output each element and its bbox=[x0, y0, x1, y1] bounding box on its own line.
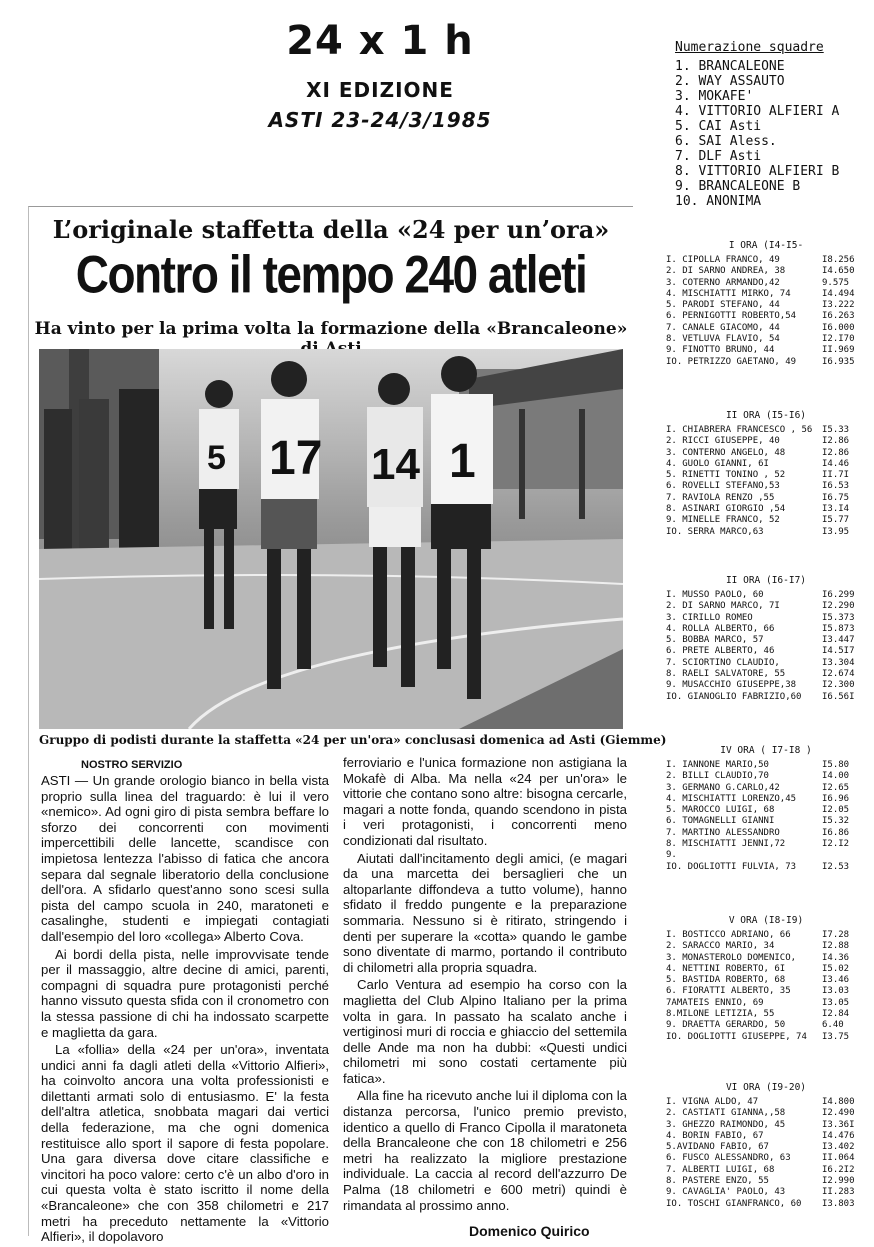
runner-name: 9. CAVAGLIA' PAOLO, 43 bbox=[666, 1187, 786, 1198]
distance-value: I4.476 bbox=[822, 1130, 855, 1141]
distance-value: I2.86 bbox=[822, 447, 850, 458]
result-row bbox=[662, 1165, 870, 1176]
distance-value: I3.803 bbox=[822, 1198, 855, 1209]
result-row bbox=[662, 590, 870, 601]
runner-name: 2. DI SARNO MARCO, 7I bbox=[666, 601, 780, 612]
runner-name: 9. MUSACCHIO GIUSEPPE,38 bbox=[666, 680, 797, 691]
event-edition: XI EDIZIONE bbox=[306, 78, 454, 102]
event-title: 24 x 1 h bbox=[286, 18, 474, 64]
distance-value: II.064 bbox=[822, 1153, 855, 1164]
runner-name: 6. ROVELLI STEFANO,53 bbox=[666, 481, 780, 492]
result-row bbox=[662, 515, 870, 526]
distance-value: I2.I70 bbox=[822, 334, 855, 345]
photo-caption: Gruppo di podisti durante la staffetta «24 per un'ora» conclusasi domenica ad Asti (Giemme) bbox=[39, 733, 667, 747]
distance-value: I8.256 bbox=[822, 255, 855, 265]
runner-name: 4. MISCHIATTI LORENZO,45 bbox=[666, 793, 797, 804]
article-headline: Contro il tempo 240 atleti bbox=[75, 244, 587, 304]
runners-photo-graphic bbox=[39, 349, 623, 729]
distance-value: I5.02 bbox=[822, 963, 850, 974]
distance-value: I2.I2 bbox=[822, 839, 850, 850]
result-row bbox=[662, 828, 870, 839]
result-row bbox=[662, 459, 870, 470]
hour-results-block bbox=[662, 1082, 870, 1210]
distance-value: I5.80 bbox=[822, 760, 850, 770]
distance-value: I3.36I bbox=[822, 1119, 855, 1130]
runner-name: 2. DI SARNO ANDREA, 38 bbox=[666, 266, 786, 277]
result-row bbox=[662, 527, 870, 538]
result-row bbox=[662, 323, 870, 334]
runner-name: I. VIGNA ALDO, 47 bbox=[666, 1097, 759, 1107]
article-column-2 bbox=[343, 755, 627, 1215]
distance-value: I2.86 bbox=[822, 436, 850, 447]
result-row bbox=[662, 601, 870, 612]
result-row bbox=[662, 1176, 870, 1187]
distance-value: I5.33 bbox=[822, 425, 850, 435]
team-item: 2. WAY ASSAUTO bbox=[675, 74, 785, 89]
distance-value: I4.650 bbox=[822, 266, 855, 277]
team-item: 3. MOKAFE' bbox=[675, 89, 754, 104]
runner-name: I. MUSSO PAOLO, 60 bbox=[666, 590, 764, 600]
runner-name: 5. MAROCCO LUIGI, 68 bbox=[666, 805, 775, 816]
runner-name: IO. SERRA MARCO,63 bbox=[666, 526, 764, 537]
article-subhead: Ha vinto per la prima volta la formazione della «Brancaleone» bbox=[34, 319, 628, 339]
distance-value: I6.75 bbox=[822, 492, 850, 503]
distance-value: 6.40 bbox=[822, 1020, 844, 1031]
result-row bbox=[662, 680, 870, 691]
distance-value: I6.56I bbox=[822, 691, 855, 702]
runner-name: 8. ASINARI GIORGIO ,54 bbox=[666, 504, 786, 515]
result-row bbox=[662, 783, 870, 794]
runner-name: 8. RAELI SALVATORE, 55 bbox=[666, 669, 786, 680]
result-row bbox=[662, 1199, 870, 1210]
runner-name: IO. PETRIZZO GAETANO, 49 bbox=[666, 356, 797, 367]
runner-name: IO. DOGLIOTTI FULVIA, 73 bbox=[666, 861, 797, 872]
distance-value: I2.65 bbox=[822, 782, 850, 793]
distance-value: II.969 bbox=[822, 345, 855, 356]
distance-value: I4.494 bbox=[822, 288, 855, 299]
distance-value: I2.84 bbox=[822, 1009, 850, 1020]
article-paragraph: Ai bordi della pista, nelle improvvisate tende per il massaggio, altre decine di amici, parenti, compagni di squadra pure protagonisti perché hanno vissuto questa sfida con il cronometro con la stessa passione di chi ha indossato scarpette e maglietta da gara. bbox=[41, 946, 329, 1040]
hour-title: V ORA (I8-I9) bbox=[728, 915, 804, 926]
runner-name: 4. BORIN FABIO, 67 bbox=[666, 1130, 764, 1141]
result-row bbox=[662, 300, 870, 311]
runner-name: I. BOSTICCO ADRIANO, 66 bbox=[666, 930, 791, 940]
runner-name: 5. RINETTI TONINO , 52 bbox=[666, 470, 786, 481]
distance-value: I3.304 bbox=[822, 657, 855, 668]
result-row bbox=[662, 1153, 870, 1164]
distance-value: II.283 bbox=[822, 1187, 855, 1198]
runner-name: 7. MARTINO ALESSANDRO bbox=[666, 827, 780, 838]
runner-name: 3. GERMANO G.CARLO,42 bbox=[666, 782, 780, 793]
distance-value: I4.00 bbox=[822, 771, 850, 782]
team-item: 6. SAI Aless. bbox=[675, 134, 777, 149]
distance-value: I6.96 bbox=[822, 793, 850, 804]
distance-value: I5.32 bbox=[822, 816, 850, 827]
runner-name: 3. CONTERNO ANGELO, 48 bbox=[666, 447, 786, 458]
runner-name: 3. MONASTEROLO DOMENICO, bbox=[666, 952, 797, 963]
result-row bbox=[662, 805, 870, 816]
result-row bbox=[662, 1187, 870, 1198]
runner-name: 6. FUSCO ALESSANDRO, 63 bbox=[666, 1153, 791, 1164]
distance-value: I2.53 bbox=[822, 861, 850, 872]
distance-value: I6.935 bbox=[822, 356, 855, 367]
result-row bbox=[662, 345, 870, 356]
distance-value: 9.575 bbox=[822, 277, 850, 288]
team-item: 1. BRANCALEONE bbox=[675, 59, 785, 74]
result-row bbox=[662, 493, 870, 504]
article-column-1 bbox=[41, 773, 329, 1247]
runner-name: 2. RICCI GIUSEPPE, 40 bbox=[666, 436, 780, 447]
distance-value: I3.I4 bbox=[822, 504, 850, 515]
result-row bbox=[662, 930, 870, 941]
runner-name: 5. BASTIDA ROBERTO, 68 bbox=[666, 975, 786, 986]
hour-results-block bbox=[662, 575, 870, 703]
result-row bbox=[662, 1032, 870, 1043]
result-row bbox=[662, 1131, 870, 1142]
result-row bbox=[662, 839, 870, 850]
runner-name: 9. FINOTTO BRUNO, 44 bbox=[666, 345, 775, 356]
runner-name: 8. PASTERE ENZO, 55 bbox=[666, 1176, 769, 1187]
distance-value: I3.447 bbox=[822, 635, 855, 646]
distance-value: I7.28 bbox=[822, 930, 850, 940]
runner-name: 4. MISCHIATTI MIRKO, 74 bbox=[666, 288, 791, 299]
result-row bbox=[662, 850, 870, 861]
distance-value: I2.290 bbox=[822, 601, 855, 612]
runner-name: 5. BOBBA MARCO, 57 bbox=[666, 635, 764, 646]
distance-value: I5.373 bbox=[822, 612, 855, 623]
result-row bbox=[662, 964, 870, 975]
distance-value: I4.5I7 bbox=[822, 646, 855, 657]
bib-number: 1 bbox=[449, 435, 476, 488]
result-row bbox=[662, 425, 870, 436]
distance-value: I6.000 bbox=[822, 322, 855, 333]
runner-name: 4. GUOLO GIANNI, 6I bbox=[666, 458, 769, 469]
distance-value: I4.46 bbox=[822, 458, 850, 469]
distance-value: I6.86 bbox=[822, 827, 850, 838]
hour-results-block bbox=[662, 915, 870, 1043]
result-row bbox=[662, 862, 870, 873]
result-row bbox=[662, 289, 870, 300]
result-row bbox=[662, 658, 870, 669]
result-row bbox=[662, 692, 870, 703]
result-row bbox=[662, 624, 870, 635]
hour-results-block bbox=[662, 745, 870, 873]
distance-value: I3.402 bbox=[822, 1142, 855, 1153]
distance-value: I2.05 bbox=[822, 805, 850, 816]
bib-number: 5 bbox=[207, 439, 226, 477]
distance-value: II.7I bbox=[822, 470, 850, 481]
runner-name: 5.AVIDANO FABIO, 67 bbox=[666, 1142, 769, 1153]
team-list bbox=[675, 40, 870, 209]
distance-value: I5.77 bbox=[822, 515, 850, 526]
article-paragraph: ferroviario e l'unica formazione non astigiana la Mokafè di Alba. Ma nella «24 per un'ora» le vittorie che contano sono altre: bisogna cercarle, magari a notte fonda, quando scendono in pista i veri protagonisti, i concorrenti meno condizionati dal risultato. bbox=[343, 755, 627, 848]
result-row bbox=[662, 481, 870, 492]
runner-name: 3. GHEZZO RAIMONDO, 45 bbox=[666, 1119, 786, 1130]
result-row bbox=[662, 998, 870, 1009]
result-row bbox=[662, 635, 870, 646]
bib-number: 14 bbox=[371, 440, 420, 489]
distance-value: I3.46 bbox=[822, 975, 850, 986]
hour-title: II ORA (I6-I7) bbox=[725, 575, 807, 586]
result-row bbox=[662, 448, 870, 459]
distance-value: I4.36 bbox=[822, 952, 850, 963]
event-place-date: ASTI 23-24/3/1985 bbox=[268, 108, 492, 132]
distance-value: I2.300 bbox=[822, 680, 855, 691]
result-row bbox=[662, 613, 870, 624]
distance-value: I3.05 bbox=[822, 997, 850, 1008]
hour-title: II ORA (I5-I6) bbox=[725, 410, 807, 421]
runner-name: 6. TOMAGNELLI GIANNI bbox=[666, 816, 775, 827]
runner-name: 8.MILONE LETIZIA, 55 bbox=[666, 1009, 775, 1020]
result-row bbox=[662, 669, 870, 680]
distance-value: I6.263 bbox=[822, 311, 855, 322]
result-row bbox=[662, 816, 870, 827]
runner-name: 9. MINELLE FRANCO, 52 bbox=[666, 515, 780, 526]
result-row bbox=[662, 941, 870, 952]
result-row bbox=[662, 986, 870, 997]
article-kicker: L’originale staffetta della «24 per un’ora» bbox=[52, 215, 610, 244]
runner-name: 2. CASTIATI GIANNA,,58 bbox=[666, 1108, 786, 1119]
runner-name: I. CHIABRERA FRANCESCO , 56 bbox=[666, 425, 813, 435]
runner-name: 8. MISCHIATTI JENNI,72 bbox=[666, 839, 786, 850]
distance-value: I4.800 bbox=[822, 1097, 855, 1107]
runner-name: 3. CIRILLO ROMEO bbox=[666, 612, 753, 623]
runner-name: I. IANNONE MARIO,50 bbox=[666, 760, 769, 770]
team-list-title: Numerazione squadre bbox=[675, 40, 824, 55]
team-item: 9. BRANCALEONE B bbox=[675, 179, 801, 194]
result-row bbox=[662, 334, 870, 345]
article-paragraph: La «follia» della «24 per un'ora», inventata undici anni fa dagli atleti della «Vittorio Alfieri», ha coinvolto ancora una volta professionisti e dilettanti armati solo di entusiasmo. E' la festa dell'altra atletica, snobbata magari dai vertici della federazione, ma che ogni domenica restituisce allo sport il sapore di festa popolare. Una gara diversa dove citare classifiche e vincitori ha poco valore: certo c'è un albo d'oro in cui questa volta è stato iscritto il nome della «Brancaleone» che con 358 chilometri e 217 metri ha preceduto nettamente la «Vittorio Alfieri», il dopolavoro bbox=[41, 1042, 329, 1245]
runner-name: 9. bbox=[666, 850, 677, 861]
team-item: 4. VITTORIO ALFIERI A bbox=[675, 104, 840, 119]
article-paragraph: Aiutati dall'incitamento degli amici, (e magari da una marcetta dei bersaglieri che un altoparlante diffondeva a tutto volume), hanno sfidato il freddo pungente e la preparazione sommaria. Nessuno si è ritirato, stringendo i denti per superare la «cotta» quando le gambe sono diventate di marmo, portando il contributo di chilometri alla propria squadra. bbox=[343, 850, 627, 975]
distance-value: I6.53 bbox=[822, 481, 850, 492]
distance-value: I3.03 bbox=[822, 986, 850, 997]
article-paragraph: Alla fine ha ricevuto anche lui il diploma con la distanza percorsa, l'unico premio previsto, identico a quello di Franco Cipolla il maratoneta della Brancaleone che con 18 chilometri e 256 metri ha realizzato la migliore prestazione individuale. La caccia al record dell'azzurro De Palma (18 chilometri e 600 metri) quindi è rimandata al prossimo anno. bbox=[343, 1088, 627, 1213]
runner-name: 7. ALBERTI LUIGI, 68 bbox=[666, 1164, 775, 1175]
team-item: 8. VITTORIO ALFIERI B bbox=[675, 164, 840, 179]
result-row bbox=[662, 1009, 870, 1020]
result-row bbox=[662, 1142, 870, 1153]
distance-value: I3.75 bbox=[822, 1031, 850, 1042]
runner-name: IO. TOSCHI GIANFRANCO, 60 bbox=[666, 1198, 802, 1209]
result-row bbox=[662, 470, 870, 481]
result-row bbox=[662, 975, 870, 986]
result-row bbox=[662, 266, 870, 277]
result-row bbox=[662, 1120, 870, 1131]
hour-title: IV ORA ( I7-I8 ) bbox=[720, 745, 812, 756]
hour-results-block bbox=[662, 240, 870, 368]
runner-name: 7. RAVIOLA RENZO ,55 bbox=[666, 492, 775, 503]
runner-name: I. CIPOLLA FRANCO, 49 bbox=[666, 255, 780, 265]
distance-value: I3.222 bbox=[822, 300, 855, 311]
distance-value: I6.2I2 bbox=[822, 1164, 855, 1175]
runner-name: IO. DOGLIOTTI GIUSEPPE, 74 bbox=[666, 1031, 807, 1042]
result-row bbox=[662, 278, 870, 289]
runner-name: 4. NETTINI ROBERTO, 6I bbox=[666, 963, 786, 974]
article-paragraph: Carlo Ventura ad esempio ha corso con la maglietta del Club Alpino Italiano per la prima volta in gara. In passato ha scalato anche i vertiginosi muri di roccia e ghiaccio del settemila delle Ande ma non ha dubbi: «Questi undici chilometri mi sono costati certamente più fatica». bbox=[343, 977, 627, 1086]
service-label: NOSTRO SERVIZIO bbox=[81, 759, 183, 771]
result-row bbox=[662, 794, 870, 805]
runner-name: 7. SCIORTINO CLAUDIO, bbox=[666, 657, 780, 668]
runners-photo bbox=[39, 349, 623, 729]
result-row bbox=[662, 953, 870, 964]
team-item: 10. ANONIMA bbox=[675, 194, 762, 209]
runner-name: 8. VETLUVA FLAVIO, 54 bbox=[666, 334, 780, 345]
hour-title: VI ORA (I9-20) bbox=[725, 1082, 807, 1093]
distance-value: I6.299 bbox=[822, 590, 855, 600]
result-row bbox=[662, 771, 870, 782]
result-row bbox=[662, 504, 870, 515]
article-author: Domenico Quirico bbox=[469, 1223, 590, 1239]
team-item: 5. CAI Asti bbox=[675, 119, 762, 134]
result-row bbox=[662, 436, 870, 447]
result-row bbox=[662, 1108, 870, 1119]
distance-value: I2.490 bbox=[822, 1108, 855, 1119]
distance-value: I2.674 bbox=[822, 669, 855, 680]
result-row bbox=[662, 357, 870, 368]
runner-name: 3. COTERNO ARMANDO,42 bbox=[666, 277, 780, 288]
runner-name: 9. DRAETTA GERARDO, 50 bbox=[666, 1020, 786, 1031]
runner-name: 5. PARODI STEFANO, 44 bbox=[666, 300, 780, 311]
team-item: 7. DLF Asti bbox=[675, 149, 762, 164]
runner-name: 2. SARACCO MARIO, 34 bbox=[666, 941, 775, 952]
distance-value: I3.95 bbox=[822, 526, 850, 537]
result-row bbox=[662, 1020, 870, 1031]
runner-name: 4. ROLLA ALBERTO, 66 bbox=[666, 623, 775, 634]
hour-results-block bbox=[662, 410, 870, 538]
article-paragraph: ASTI — Un grande orologio bianco in bella vista proprio sulla linea del traguardo: è lui il vero «nemico». Ad ogni giro di pista sembra beffare lo sforzo dei concorrenti con movimenti impercettibili delle lancette, scandisce con impietosa lentezza l'abisso di fatica che ancora separa dal segnale liberatorio della conclusione dell'ora. A sfidarlo quest'anno sono scesi sulla pista del campo scuola in 240, maratoneti e casalinghe, studenti e impiegati contagiati dall'esempio del loro «collega» Alberto Cova. bbox=[41, 773, 329, 944]
result-row bbox=[662, 1097, 870, 1108]
runner-name: 2. BILLI CLAUDIO,70 bbox=[666, 771, 769, 782]
distance-value: I5.873 bbox=[822, 623, 855, 634]
result-row bbox=[662, 760, 870, 771]
result-row bbox=[662, 255, 870, 266]
runner-name: 6. FIORATTI ALBERTO, 35 bbox=[666, 986, 791, 997]
hour-title: I ORA (I4-I5- bbox=[728, 240, 804, 251]
result-row bbox=[662, 311, 870, 322]
runner-name: 6. PERNIGOTTI ROBERTO,54 bbox=[666, 311, 797, 322]
result-row bbox=[662, 646, 870, 657]
distance-value: I2.88 bbox=[822, 941, 850, 952]
runner-name: 6. PRETE ALBERTO, 46 bbox=[666, 646, 775, 657]
runner-name: 7. CANALE GIACOMO, 44 bbox=[666, 322, 780, 333]
newspaper-clipping bbox=[28, 206, 667, 1245]
bib-number: 17 bbox=[269, 432, 323, 485]
runner-name: 7AMATEIS ENNIO, 69 bbox=[666, 997, 764, 1008]
runner-name: IO. GIANOGLIO FABRIZIO,60 bbox=[666, 691, 802, 702]
distance-value: I2.990 bbox=[822, 1176, 855, 1187]
